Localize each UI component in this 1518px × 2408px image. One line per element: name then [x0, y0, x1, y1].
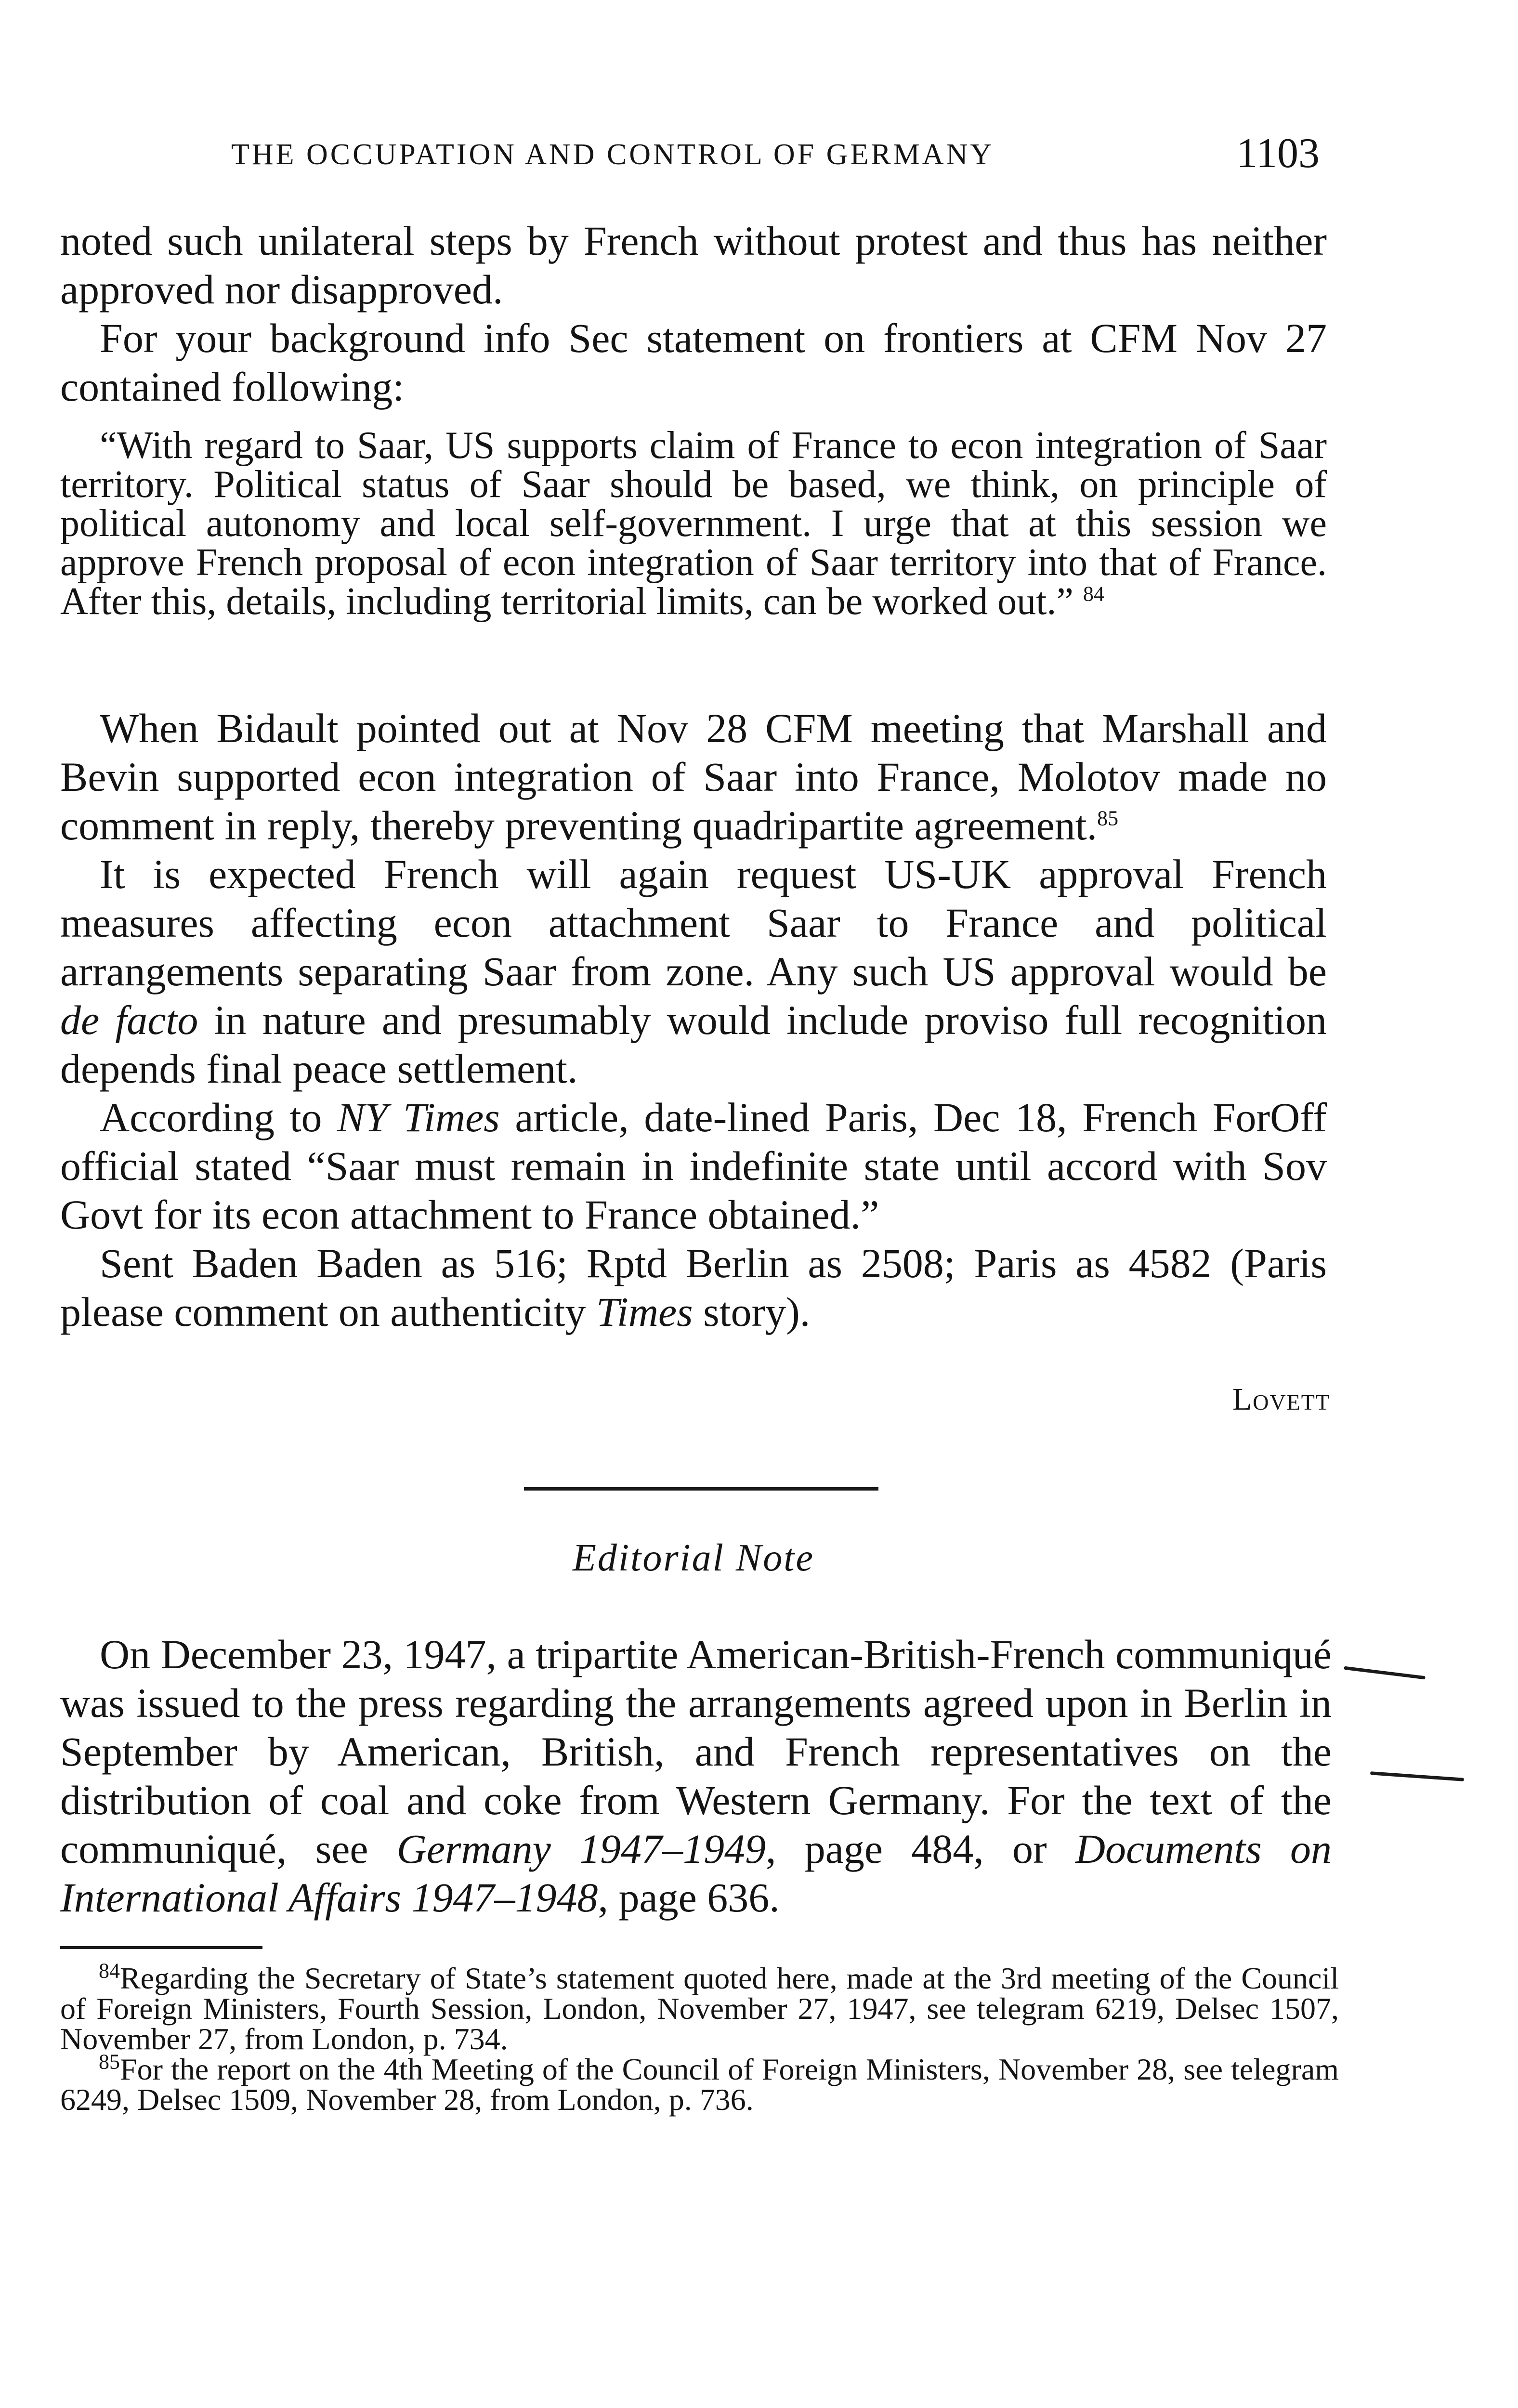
telegram-paragraph: For your background info Sec statement on frontiers at CFM Nov 27 contained following: — [60, 315, 1327, 410]
signature: Lovett — [1232, 1382, 1330, 1417]
footnote-84 — [60, 1959, 1339, 2056]
paragraph-text: Sent Baden Baden as 516; Rptd Berlin as 2508; Paris as 4582 (Paris please comment on authenticity — [60, 1240, 1327, 1335]
paragraph-text: in nature and presumably would include proviso full recognition depends final peace settlement. — [60, 997, 1327, 1092]
telegram-paragraph: noted such unilateral steps by French without protest and thus has neither approved nor disapproved. — [60, 218, 1327, 313]
margin-pen-mark — [1344, 1666, 1426, 1680]
running-title: THE OCCUPATION AND CONTROL OF GERMANY — [231, 138, 995, 171]
italic-term: de facto — [60, 997, 198, 1043]
citation-title: Documents on International Affairs 1947–1948 — [60, 1826, 1332, 1921]
footnote-number: 84 — [99, 1959, 120, 1983]
running-head — [231, 129, 1320, 177]
paragraph-text: According to — [100, 1094, 338, 1140]
footnote-ref: 85 — [1097, 806, 1119, 830]
section-divider — [524, 1487, 878, 1491]
editorial-note-heading: Editorial Note — [573, 1537, 814, 1579]
paragraph-text: When Bidault pointed out at Nov 28 CFM meeting that Marshall and Bevin supported econ integration of Saar into France, Molotov made no comment in reply, thereby preventing quadripartite agreement. — [60, 705, 1327, 849]
telegram-paragraph — [60, 1239, 1327, 1336]
paragraph-text: , page 484, or — [766, 1826, 1075, 1872]
paragraph-text: It is expected French will again request US-UK approval French measures affecting econ attachment Saar to France and political arrangements separating Saar from zone. Any such US approval would be — [60, 851, 1327, 995]
telegram-paragraph — [60, 850, 1327, 1093]
paragraph-text: , page 636. — [598, 1874, 780, 1921]
footnote-text: Regarding the Secretary of State’s statement quoted here, made at the 3rd meeting of the Council of Foreign Ministers, Fourth Session, London, November 27, 1947, see telegram 6219, Delsec 1507, November 27, from London, p. 734. — [60, 1961, 1339, 2056]
telegram-opening — [60, 217, 1327, 411]
paragraph-text: On December 23, 1947, a tripartite American-British-French communiqué was issued to the press regarding the arrangements agreed upon in Berlin in September by American, British, and French representatives on the distribution of coal and coke from Western Germany. For the text of the communiqué, see — [60, 1631, 1332, 1872]
editorial-paragraph — [60, 1630, 1332, 1922]
telegram-paragraph — [60, 704, 1327, 850]
quote-text: “With regard to Saar, US supports claim of France to econ integration of Saar territory. Political status of Saar should be based, we think, on principle of political autonomy and local self-government. I urge that at this session we approve French proposal of econ integration of Saar territory into that of France. After this, details, including territorial limits, can be worked out.” — [60, 424, 1327, 623]
editorial-note-body — [60, 1630, 1332, 1922]
footnote-number: 85 — [99, 2050, 120, 2074]
footnote-text: For the report on the 4th Meeting of the Council of Foreign Ministers, November 28, see telegram 6249, Delsec 1509, November 28, from London, p. 736. — [60, 2052, 1339, 2117]
paragraph-text: story). — [693, 1289, 811, 1335]
paragraph-text: article, date-lined Paris, Dec 18, French ForOff official stated “Saar must remain in indefinite state until accord with Sov Govt for its econ attachment to France obtained.” — [60, 1094, 1327, 1238]
footnotes — [60, 1959, 1339, 2117]
footnote-ref: 84 — [1083, 582, 1104, 606]
footnote-85 — [60, 2050, 1339, 2117]
secretary-quote — [60, 426, 1327, 621]
italic-term: Times — [596, 1289, 693, 1335]
margin-pen-mark — [1370, 1771, 1464, 1781]
telegram-body — [60, 704, 1327, 1336]
footnote-divider — [60, 1946, 262, 1949]
citation-title: Germany 1947–1949 — [396, 1826, 766, 1872]
telegram-paragraph — [60, 1093, 1327, 1239]
italic-term: NY Times — [337, 1094, 500, 1140]
page-number: 1103 — [1236, 130, 1320, 177]
